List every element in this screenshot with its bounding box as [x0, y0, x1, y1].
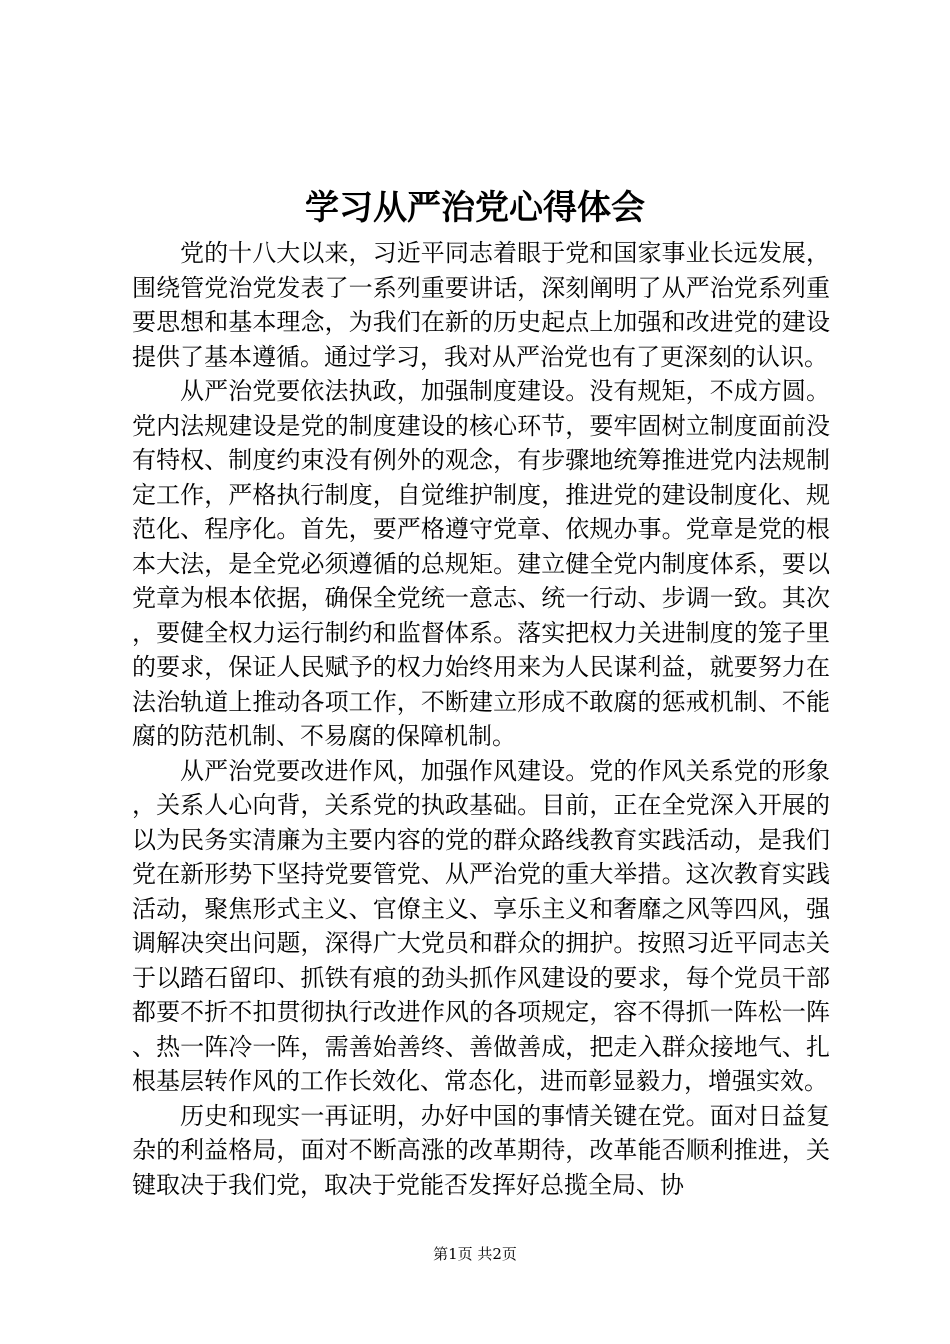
paragraph-3: 从严治党要改进作风，加强作风建设。党的作风关系党的形象，关系人心向背，关系党的执政基础。目前，正在全党深入开展的以为民务实清廉为主要内容的党的群众路线教育实践活动，是我们党在新形势下坚持党要管党、从严治党的重大举措。这次教育实践活动，聚焦形式主义、官僚主义、享乐主义和奢靡之风等四风，强调解决突出问题，深得广大党员和群众的拥护。按照习近平同志关于以踏石留印、抓铁有痕的劲头抓作风建设的要求，每个党员干部都要不折不扣贯彻执行改进作风的各项规定，容不得抓一阵松一阵、热一阵冷一阵，需善始善终、善做善成，把走入群众接地气、扎根基层转作风的工作长效化、常态化，进而彰显毅力，增强实效。: [132, 756, 830, 1095]
document-body: [132, 236, 830, 1202]
paragraph-2: 从严治党要依法执政，加强制度建设。没有规矩，不成方圆。党内法规建设是党的制度建设的核心环节，要牢固树立制度面前没有特权、制度约束没有例外的观念，有步骤地统筹推进党内法规制定工作，严格执行制度，自觉维护制度，推进党的建设制度化、规范化、程序化。首先，要严格遵守党章、依规办事。党章是党的根本大法，是全党必须遵循的总规矩。建立健全党内制度体系，要以党章为根本依据，确保全党统一意志、统一行动、步调一致。其次，要健全权力运行制约和监督体系。落实把权力关进制度的笼子里的要求，保证人民赋予的权力始终用来为人民谋利益，就要努力在法治轨道上推动各项工作，不断建立形成不敢腐的惩戒机制、不能腐的防范机制、不易腐的保障机制。: [132, 377, 830, 750]
page-number-footer: 第1页 共2页: [433, 1245, 517, 1263]
paragraph-1: 党的十八大以来，习近平同志着眼于党和国家事业长远发展，围绕管党治党发表了一系列重要讲话，深刻阐明了从严治党系列重要思想和基本理念，为我们在新的历史起点上加强和改进党的建设提供了基本遵循。通过学习，我对从严治党也有了更深刻的认识。: [132, 239, 830, 371]
paragraph-4: 历史和现实一再证明，办好中国的事情关键在党。面对日益复杂的利益格局，面对不断高涨的改革期待，改革能否顺利推进，关键取决于我们党，取决于党能否发挥好总揽全局、协: [132, 1101, 830, 1199]
document-title: 学习从严治党心得体会: [305, 188, 645, 228]
